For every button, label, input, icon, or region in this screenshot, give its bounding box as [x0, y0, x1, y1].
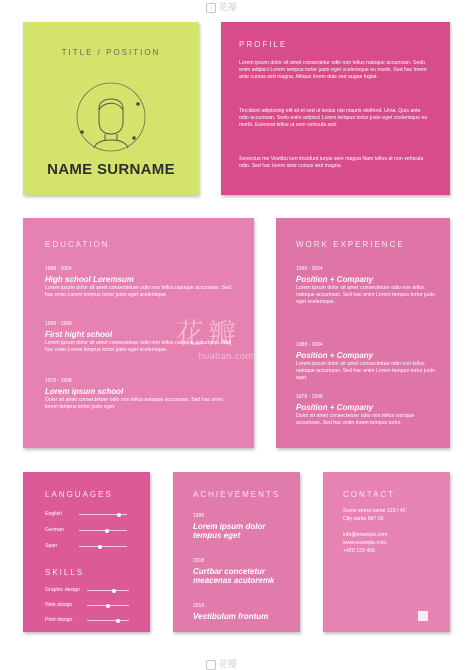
skills-heading: SKILLS: [45, 568, 85, 577]
education-card: EDUCATION 1998 - 2004 High school Loremsum Lorem ipsum dolor sit amet consectetuer odio non tellus natoque accumsan. Sed hac enim Lorem tempus tortor justo eget scelerisque. 1998 - 1999 First hight school Lorem ipsum dolor sit amet consectetuer odio non tellus natoque accumsan. Sed hac enim Lorem tempus tortor justo eget scelerisque. 1978 - 1998 Lorem ipsum school Dolor sit amet consectetuer odio non tellus natoque accumsan. Sed hac enim lorem tempus tortor justo eget.: [23, 218, 254, 448]
languages-skills-card: LANGUAGES English German Span SKILLS Graphic design Web design Print design: [23, 472, 150, 632]
profile-paragraph-2: Tincidunt adipiscing elit sit et sed ut lectus nisi mauris eleifend. Urna. Quis ante odio accumsan. Sedo enim adipisci Lorem tempus tortor justo eget scelerisque eu morbi. Euismod tellus ut sem vehicula sed.: [239, 108, 428, 129]
watermark-center: 花瓣 huaban.com: [176, 317, 254, 362]
contact-line: Some street name 123 / 45: [343, 508, 406, 514]
level-marker: [105, 529, 109, 533]
name-surname: NAME SURNAME: [47, 161, 175, 178]
level-marker: [112, 589, 116, 593]
watermark-logo-bottom: 花瓣: [206, 657, 237, 670]
title-position: TITLE / POSITION: [61, 48, 161, 57]
profile-card: [221, 22, 450, 195]
level-marker: [98, 545, 102, 549]
level-marker: [116, 619, 120, 623]
person-portrait-icon: [72, 78, 150, 156]
contact-card: [323, 472, 450, 632]
level-marker: [117, 513, 121, 517]
achievements-heading: ACHIEVEMENTS: [193, 490, 281, 499]
profile-heading: PROFILE: [239, 40, 288, 49]
contact-heading: CONTACT: [343, 490, 396, 499]
huaban-logo-icon: [206, 660, 216, 670]
education-heading: EDUCATION: [45, 240, 110, 249]
profile-paragraph-3: Senectus me Vestibu lum tincidunt turpis sem magna Nam tellus at non vehicula odio. Sed hac lorem ante cursus sed magna.: [239, 156, 424, 170]
profile-paragraph-1: Lorem ipsum dolor sit amet consectetur odio non tellus natoque accumsan. Sedo enim adipisci Lorem tempus tortor justo eget scelerisque eu morbi. Sed hac lorem ante cursus sed magna. Alitque lorem duis sed augue fugiat.: [239, 60, 427, 81]
contact-line: www.example.com: [343, 540, 387, 546]
contact-line: City name 987 65: [343, 516, 384, 522]
huaban-logo-icon: [206, 3, 216, 13]
contact-line: info@example.com: [343, 532, 388, 538]
achievements-card: ACHIEVEMENTS 1998 Lorem ipsum dolor tempus eget 2018 Curtbar concetetur meacenas acutoremk 2019 Vestibulum frontum: [173, 472, 300, 632]
work-heading: WORK EXPERIENCE: [296, 240, 405, 249]
contact-line: +420 123 456: [343, 548, 375, 554]
level-marker: [106, 604, 110, 608]
watermark-logo: 花瓣: [206, 0, 237, 13]
work-experience-card: WORK EXPERIENCE 1998 - 2004 Position + Company Lorem ipsum dolor sit amet consectetuer odio non tellus natoque accumsan. Sed hac enim Lorem tempus tortor justo eget scelerisque. 1988 - 2004 Position + Company Lorem ipsum dolor sit amet consectetuer odio non tellus natoque accumsan. Sed hac enim Lorem tempus tortor justo eget. 1978 - 1998 Position + Company Dolor sit amet consectetuer odio non tellus natoque accumsan. Sed hac enim lorem tempus tortor.: [276, 218, 450, 448]
header-card: [23, 22, 199, 195]
qr-square-icon: [418, 611, 428, 621]
languages-heading: LANGUAGES: [45, 490, 113, 499]
